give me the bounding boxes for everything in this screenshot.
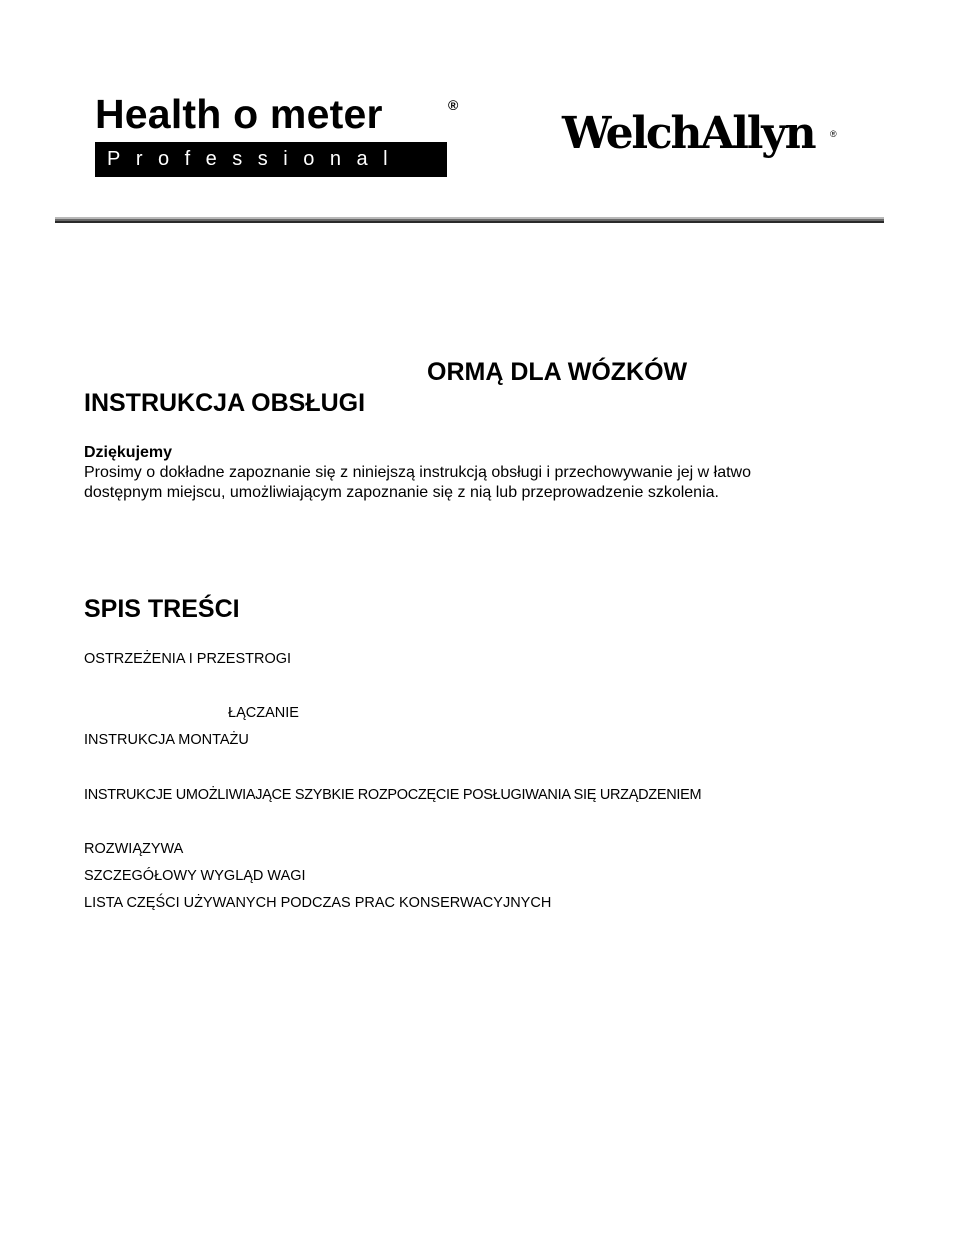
welch-allyn-logo-text: WelchAllyn bbox=[562, 108, 815, 159]
intro-paragraph-line-1: Prosimy o dokładne zapoznanie się z niniejszą instrukcją obsługi i przechowywanie jej w łatwo bbox=[84, 464, 751, 481]
header-divider bbox=[55, 217, 884, 223]
toc-item-connecting[interactable]: ŁĄCZANIE bbox=[228, 705, 299, 721]
toc-item-parts-list[interactable]: LISTA CZĘŚCI UŻYWANYCH PODCZAS PRAC KONSERWACYJNYCH bbox=[84, 895, 552, 911]
toc-heading: SPIS TREŚCI bbox=[84, 595, 240, 623]
intro-paragraph-line-2: dostępnym miejscu, umożliwiającym zapoznanie się z nią lub przeprowadzenie szkolenia. bbox=[84, 484, 719, 501]
welch-allyn-logo bbox=[562, 108, 842, 182]
toc-item-troubleshooting[interactable]: ROZWIĄZYWA bbox=[84, 841, 184, 857]
document-title-line-1: ORMĄ DLA WÓZKÓW bbox=[427, 358, 688, 386]
health-o-meter-logo bbox=[95, 91, 461, 180]
document-title-line-2: INSTRUKCJA OBSŁUGI bbox=[84, 389, 366, 417]
thanks-heading: Dziękujemy bbox=[84, 444, 173, 461]
toc-item-assembly[interactable]: INSTRUKCJA MONTAŻU bbox=[84, 732, 249, 748]
registered-mark: ® bbox=[830, 129, 837, 139]
toc-item-warnings[interactable]: OSTRZEŻENIA I PRZESTROGI bbox=[84, 651, 292, 667]
toc-item-detailed-view[interactable]: SZCZEGÓŁOWY WYGLĄD WAGI bbox=[84, 868, 306, 884]
registered-mark: ® bbox=[448, 97, 459, 113]
health-o-meter-logo-subtitle: Professional bbox=[95, 142, 447, 177]
toc-item-quick-start[interactable]: INSTRUKCJE UMOŻLIWIAJĄCE SZYBKIE ROZPOCZĘCIE POSŁUGIWANIA SIĘ URZĄDZENIEM bbox=[84, 787, 702, 803]
health-o-meter-logo-title: Health o meter bbox=[95, 91, 383, 137]
